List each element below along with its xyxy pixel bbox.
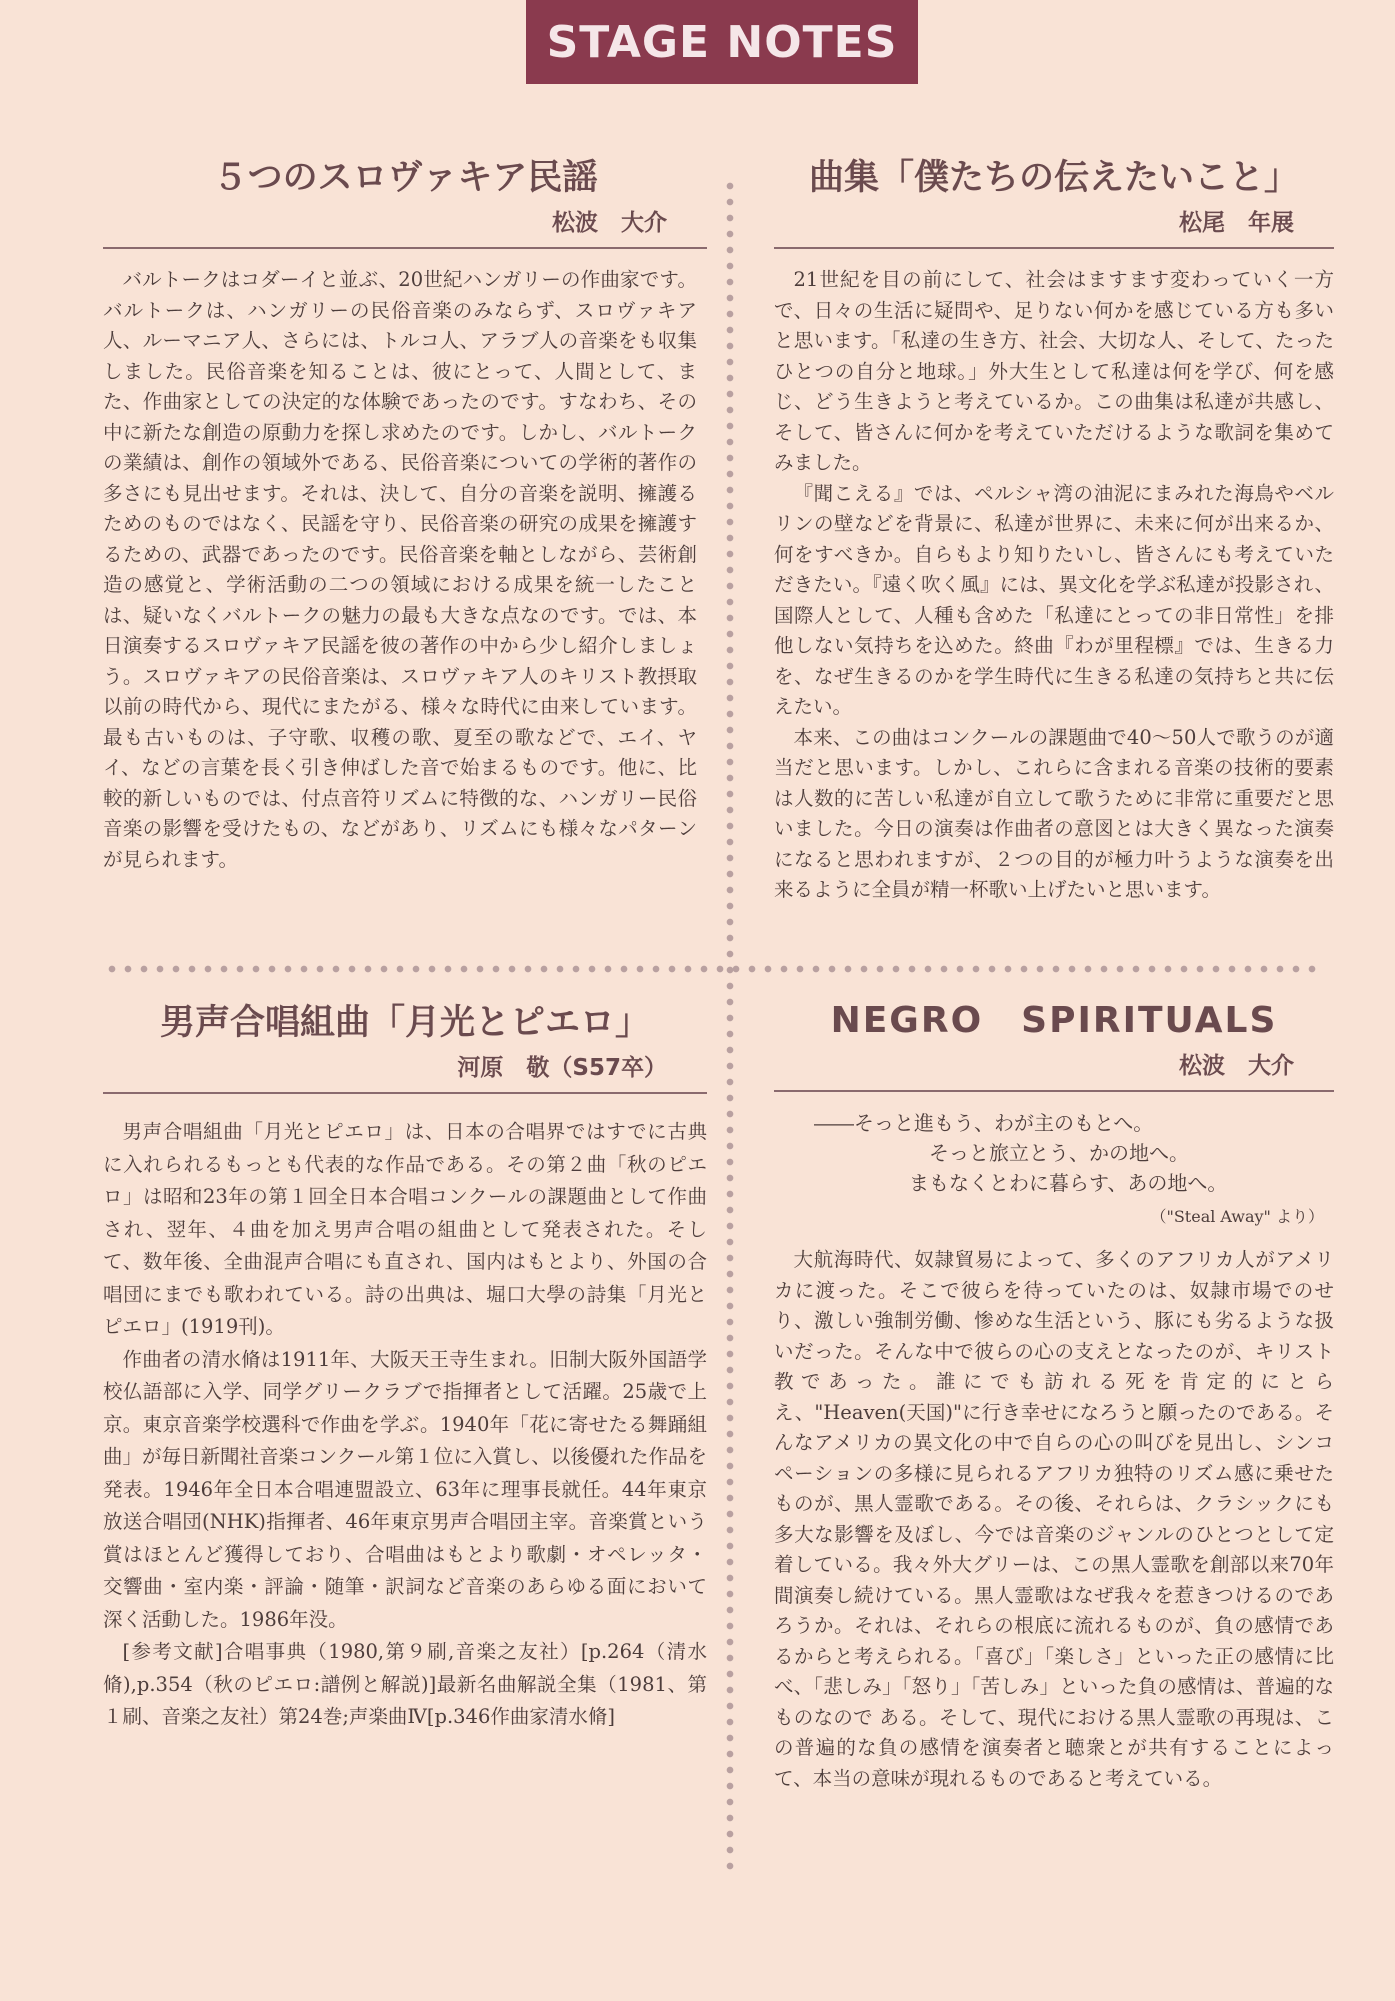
section-author: 松波 大介 [552, 210, 667, 236]
section-slovak-folk-songs [103, 150, 707, 875]
section-body [103, 265, 707, 875]
vertical-dotted-divider [724, 178, 736, 1878]
title-rule [103, 247, 707, 249]
reference-paragraph: [参考文献]合唱事典（1980,第９刷,音楽之友社）[p.264（清水脩),p.354（秋のピエロ:譜例と解説)]最新名曲解説全集（1981、第１刷、音楽之友社）第24巻;声楽曲Ⅳ[p.346作曲家清水脩] [103, 1640, 707, 1728]
paragraph: 『聞こえる』では、ペルシャ湾の油泥にまみれた海鳥やベルリンの壁などを背景に、私達が世界に、未来に何が出来るか、何をすべきか。自らもより知りたいし、皆さんにも考えていただきたい。『遠く吹く風』には、異文化を学ぶ私達が投影され、国際人として、人種も含めた「私達にとっての非日常性」を排他しない気持ちを込めた。終曲『わが里程標』では、生きる力を、なぜ生きるのかを学生時代に生きる私達の気持ちと共に伝えたい。 [774, 481, 1334, 718]
stage-notes-banner: STAGE NOTES [526, 0, 918, 84]
epigraph [774, 1108, 1334, 1198]
epigraph-line: ――そっと進もう、わが主のもとへ。 [814, 1111, 1154, 1135]
title-rule [103, 1092, 707, 1094]
section-author: 河原 敬（S57卒） [457, 1055, 667, 1081]
section-body [103, 1116, 707, 1734]
paragraph: バルトークはコダーイと並ぶ、20世紀ハンガリーの作曲家です。バルトークは、ハンガリーの民俗音楽のみならず、スロヴァキア人、ルーマニア人、さらには、トルコ人、アラブ人の音楽をも収集しました。民俗音楽を知ることは、彼にとって、人間として、また、作曲家としての決定的な体験であったのです。すなわち、その中に新たな創造の原動力を探し求めたのです。しかし、バルトークの業績は、創作の領域外である、民俗音楽についての学術的著作の多さにも見出せます。それは、決して、自分の音楽を説明、擁護るためのものではなく、民謡を守り、民俗音楽の研究の成果を擁護するための、武器であったのです。民俗音楽を軸としながら、芸術創造の感覚と、学術活動の二つの領域における成果を統一したことは、疑いなくバルトークの魅力の最も大きな点なのです。では、本日演奏するスロヴァキア民謡を彼の著作の中から少し紹介しましょう。スロヴァキアの民俗音楽は、スロヴァキア人のキリスト教摂取以前の時代から、現代にまたがる、様々な時代に由来しています。最も古いものは、子守歌、収穫の歌、夏至の歌などで、エイ、ヤイ、などの言葉を長く引き伸ばした音で始まるものです。他に、比較的新しいものでは、付点音符リズムに特徴的な、ハンガリー民俗音楽の影響を受けたもの、などがあり、リズムにも様々なパターンが見られます。 [103, 268, 697, 871]
epigraph-line: そっと旅立とう、かの地へ。 [929, 1141, 1189, 1165]
section-title: 男声合唱組曲「月光とピエロ」 [159, 1003, 650, 1043]
horizontal-dotted-divider [104, 963, 1316, 975]
section-gekko-pierrot [103, 995, 707, 1734]
title-rule [774, 247, 1334, 249]
paragraph: 大航海時代、奴隷貿易によって、多くのアフリカ人がアメリカに渡った。そこで彼らを待っていたのは、奴隷市場でのせり、激しい強制労働、惨めな生活という、豚にも劣るような扱いだった。そんな中で彼らの心の支えとなったのが、キリスト教であった。誰にでも訪れる死を肯定的にとらえ、"Heaven(天国)"に行き幸せになろうと願ったのである。そんなアメリカの異文化の中で自らの心の叫びを見出し、シンコペーションの多様に見られるアフリカ独特のリズム感に乗せたものが、黒人霊歌である。その後、それらは、クラシックにも多大な影響を及ぼし、今では音楽のジャンルのひとつとして定着している。我々外大グリーは、この黒人霊歌を創部以来70年間演奏し続けている。黒人霊歌はなぜ我々を惹きつけるのであろうか。それは、それらの根底に流れるものが、負の感情であるからと考えられる。「喜び」「楽しさ」といった正の感情に比べ、「悲しみ」「怒り」「苦しみ」といった負の感情は、普遍的なものなので ある。そして、現代における黒人霊歌の再現は、この普遍的な負の感情を演奏者と聴衆とが共有することによって、本当の意味が現れるものであると考えている。 [774, 1248, 1334, 1790]
paragraph: 本来、この曲はコンクールの課題曲で40〜50人で歌うのが適当だと思います。しかし、これらに含まれる音楽の技術的要素は人数的に苦しい私達が自立して歌うために非常に重要だと思いました。今日の演奏は作曲者の意図とは大きく異なった演奏になると思われますが、２つの目的が極力叶うような演奏を出来るように全員が精一杯歌い上げたいと思います。 [774, 725, 1334, 901]
epigraph-source: （"Steal Away" より） [1150, 1207, 1324, 1226]
section-author: 松尾 年展 [1179, 210, 1294, 236]
section-bokutachi [774, 150, 1334, 906]
section-body [774, 1245, 1334, 1794]
section-author: 松波 大介 [1179, 1053, 1294, 1079]
section-title: 曲集「僕たちの伝えたいこと」 [808, 158, 1299, 198]
paragraph: 男声合唱組曲「月光とピエロ」は、日本の合唱界ではすでに古典に入れられるもっとも代表的な作品である。その第２曲「秋のピエロ」は昭和23年の第１回全日本合唱コンクールの課題曲として作曲され、翌年、４曲を加え男声合唱の組曲として発表された。そして、数年後、全曲混声合唱にも直され、国内はもとより、外国の合唱団にまでも歌われている。詩の出典は、堀口大學の詩集「月光とピエロ」(1919刊)。 [103, 1120, 707, 1338]
title-rule [774, 1090, 1334, 1092]
section-title: NEGRO SPIRITUALS [830, 1000, 1278, 1041]
epigraph-line: まもなくとわに暮らす、あの地へ。 [909, 1171, 1228, 1195]
section-body [774, 265, 1334, 906]
paragraph: 21世紀を目の前にして、社会はますます変わっていく一方で、日々の生活に疑問や、足りない何かを感じている方も多いと思います。「私達の生き方、社会、大切な人、そして、たったひとつの自分と地球。」外大生として私達は何を学び、何を感じ、どう生きようと考えているか。この曲集は私達が共感し、そして、皆さんに何かを考えていただけるような歌詞を集めてみました。 [774, 268, 1334, 474]
paragraph: 作曲者の清水脩は1911年、大阪天王寺生まれ。旧制大阪外国語学校仏語部に入学、同学グリークラブで指揮者として活躍。25歳で上京。東京音楽学校選科で作曲を学ぶ。1940年「花に寄せたる舞踊組曲」が毎日新聞社音楽コンクール第１位に入賞し、以後優れた作品を発表。1946年全日本合唱連盟設立、63年に理事長就任。44年東京放送合唱団(NHK)指揮者、46年東京男声合唱団主宰。音楽賞という賞はほとんど獲得しており、合唱曲はもとより歌劇・オペレッタ・交響曲・室内楽・評論・随筆・訳詞など音楽のあらゆる面において深く活動した。1986年没。 [103, 1347, 707, 1631]
section-negro-spirituals [774, 992, 1334, 1794]
section-title: ５つのスロヴァキア民謡 [212, 158, 598, 198]
